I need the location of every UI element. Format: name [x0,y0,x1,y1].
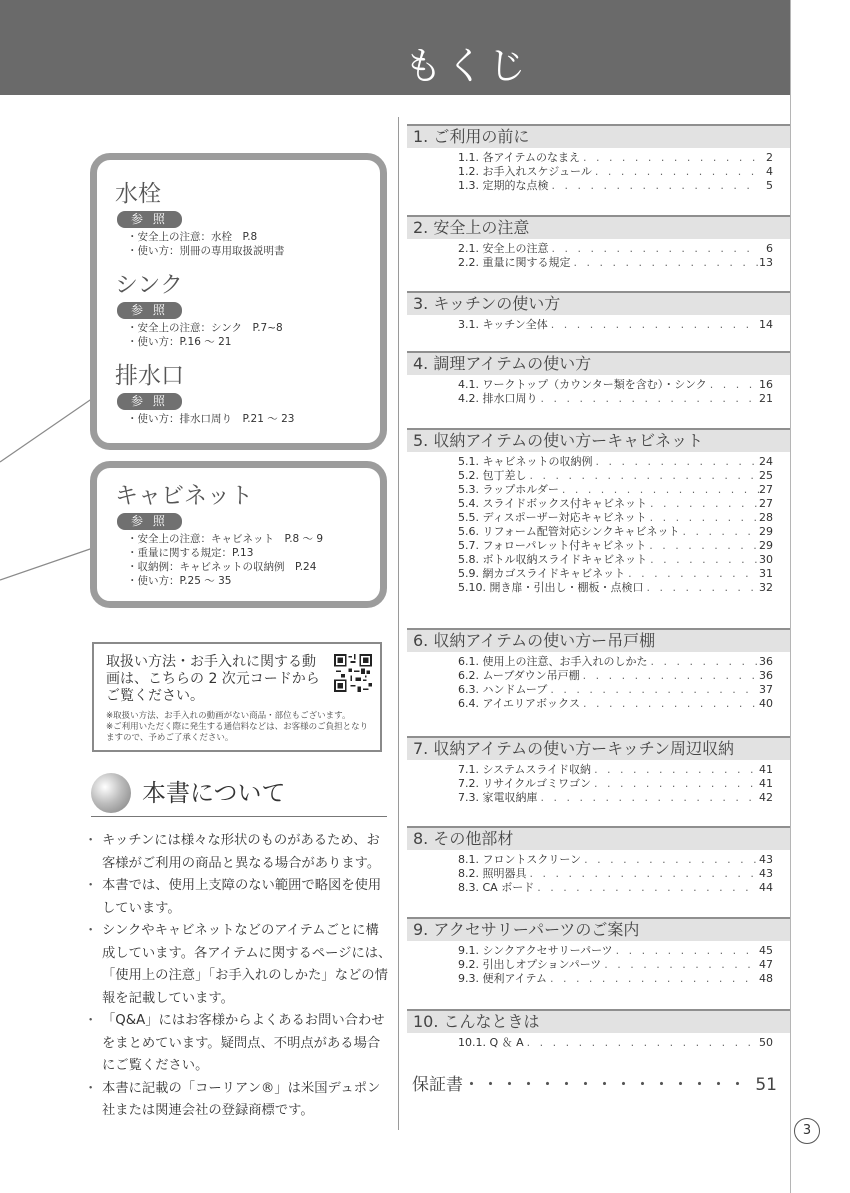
warranty-label: 保証書 [412,1075,463,1095]
reference-faucet [115,180,380,258]
toc-entry-label: 1.3. 定期的な点検 [458,179,549,192]
toc-entry-page: 32 [759,581,773,594]
about-heading-orb [91,773,131,813]
toc-entry[interactable] [407,165,790,179]
about-item: ・ キッチンには様々な形状のものがあるため、お客様がご利用の商品と異なる場合があります。 [80,830,392,875]
toc-leader [463,1070,755,1095]
toc-entry-page: 30 [759,553,773,566]
toc-leader [534,881,759,895]
toc-section [407,826,790,895]
toc-entry[interactable] [407,567,790,581]
toc-entry-page: 27 [759,483,773,496]
toc-entry-page: 43 [759,853,773,866]
toc-leader [613,944,759,958]
toc-section-heading[interactable]: 10. こんなときは [407,1009,790,1033]
reference-box-cabinet [90,461,387,608]
toc-entry[interactable] [407,242,790,256]
toc-entry-page: 41 [759,763,773,776]
toc-entry[interactable] [407,392,790,406]
qr-panel-notes [106,711,376,744]
toc-leader [648,655,760,669]
toc-section-heading[interactable]: 6. 収納アイテムの使い方ー吊戸棚 [407,628,790,652]
reference-line: ・安全上の注意：水栓 P.8 [127,231,258,243]
toc-leader [646,539,759,553]
toc-leader [707,378,759,392]
toc-entry-page: 14 [759,318,773,331]
toc-entry-page: 48 [759,972,773,985]
toc-leader [580,669,759,683]
toc-section [407,428,790,595]
toc-entry-label: 5.3. ラップホルダー [458,483,559,496]
toc-entry-page: 37 [759,683,773,696]
toc-entry-page: 2 [766,151,773,164]
toc-entry-label: 8.1. フロントスクリーン [458,853,582,866]
toc-entry[interactable] [407,469,790,483]
toc-entry-label: 5.6. リフォーム配管対応シンクキャビネット [458,525,680,538]
qr-code-icon[interactable] [334,654,372,692]
toc-entry-page: 4 [766,165,773,178]
toc-section-heading[interactable]: 3. キッチンの使い方 [407,291,790,315]
toc-entry-label: 5.4. スライドボックス付キャビネット [458,497,648,510]
about-item: ・ 本書では、使用上支障のない範囲で略図を使用しています。 [80,875,392,920]
toc-leader [527,469,760,483]
toc-section [407,215,790,270]
toc-entry-page: 27 [759,497,773,510]
toc-leader [538,791,760,805]
toc-section [407,628,790,711]
toc-entry[interactable] [407,525,790,539]
toc-entry-label: 6.1. 使用上の注意、お手入れのしかた [458,655,648,668]
toc-section [407,917,790,986]
about-divider [91,816,387,817]
reference-badge: 参 照 [117,393,182,410]
reference-line: ・重量に関する規定：P.13 [127,547,254,559]
toc-entry-page: 13 [759,256,773,269]
toc-entry-label: 5.1. キャビネットの収納例 [458,455,593,468]
toc-entry-page: 25 [759,469,773,482]
about-item: ・ シンクやキャビネットなどのアイテムごとに構成しています。各アイテムに関するページには、「使用上の注意」「お手入れのしかた」などの情報を記載しています。 [80,920,392,1010]
toc-section [407,124,790,193]
about-title: 本書について [142,779,286,807]
toc-entry[interactable] [407,256,790,270]
toc-entry-page: 47 [759,958,773,971]
toc-entry-label: 7.2. リサイクルゴミワゴン [458,777,591,790]
toc-entry-page: 29 [759,539,773,552]
toc-leader [527,867,760,881]
toc-section [407,351,790,406]
toc-entry[interactable] [407,958,790,972]
toc-entry-page: 50 [759,1036,773,1049]
toc-entry[interactable] [407,378,790,392]
toc-entry[interactable] [407,655,790,669]
reference-badge: 参 照 [117,513,182,530]
toc-leader [591,777,759,791]
toc-entry[interactable] [407,581,790,595]
toc-leader [580,151,759,165]
toc-entry[interactable] [407,511,790,525]
cabinet-title: キャビネット [115,483,253,509]
toc-entry-page: 21 [759,392,773,405]
toc-entry[interactable] [407,669,790,683]
toc-entry-page: 42 [759,791,773,804]
reference-badge: 参 照 [117,211,182,228]
toc-leader [559,483,759,497]
reference-badge: 参 照 [117,302,182,319]
toc-entry-page: 6 [766,242,773,255]
toc-entry-page: 5 [766,179,773,192]
toc-section-heading[interactable]: 5. 収納アイテムの使い方ーキャビネット [407,428,790,452]
toc-entry-page: 28 [759,511,773,524]
toc-entry[interactable] [407,697,790,711]
toc-entry[interactable] [407,455,790,469]
reference-line: ・安全上の注意：シンク P.7~8 [127,322,283,334]
toc-entry[interactable] [407,683,790,697]
toc-entry[interactable] [407,944,790,958]
toc-entry-label: 6.4. アイエリアボックス [458,697,580,710]
toc-warranty-entry[interactable] [412,1070,777,1095]
sink-title: シンク [115,272,183,298]
toc-entry[interactable] [407,777,790,791]
toc-entry-page: 31 [759,567,773,580]
toc-entry-label: 9.1. シンクアクセサリーパーツ [458,944,613,957]
reference-line: ・安全上の注意：キャビネット P.8 ～ 9 [127,533,324,545]
toc-leader [625,567,759,581]
toc-entry-label: 7.1. システムスライド収納 [458,763,592,776]
toc-entry[interactable] [407,318,790,332]
toc-section-heading[interactable]: 7. 収納アイテムの使い方ーキッチン周辺収納 [407,736,790,760]
toc-entry[interactable] [407,497,790,511]
toc-entry-label: 8.2. 照明器具 [458,867,527,880]
about-item: ・ 本書に記載の「コーリアン®」は米国デュポン社または関連会社の登録商標です。 [80,1078,392,1123]
toc-leader [549,179,760,193]
reference-drain [115,362,380,426]
toc-entry-page: 44 [759,881,773,894]
page-title: もくじ [403,44,530,88]
toc-entry[interactable] [407,791,790,805]
toc-entry-label: 5.2. 包丁差し [458,469,527,482]
toc-entry-label: 9.3. 便利アイテム [458,972,547,985]
page-number: 3 [794,1118,820,1144]
toc-entry-page: 36 [759,655,773,668]
reference-box-sink-area [90,153,387,450]
qr-panel-text: 取扱い方法・お手入れに関する動画は、こちらの 2 次元コードからご覧ください。 [106,654,320,704]
toc-entry-label: 5.9. 網カゴスライドキャビネット [458,567,626,580]
reference-line: ・使い方：P.16 ～ 21 [127,336,232,348]
toc-leader [679,525,759,539]
toc-section [407,291,790,332]
toc-entry[interactable] [407,151,790,165]
toc-entry-label: 6.2. ムーブダウン吊戸棚 [458,669,580,682]
toc-section-heading[interactable]: 1. ご利用の前に [407,124,790,148]
toc-entry[interactable] [407,867,790,881]
toc-leader [591,763,759,777]
toc-leader [549,242,760,256]
toc-entry-page: 43 [759,867,773,880]
toc-entry-label: 7.3. 家電収納庫 [458,791,538,804]
toc-entry-label: 5.8. ボトル収納スライドキャビネット [458,553,648,566]
toc-entry-label: 6.3. ハンドムーブ [458,683,548,696]
toc-entry[interactable] [407,483,790,497]
warranty-page: 51 [755,1075,777,1095]
toc-entry-label: 9.2. 引出しオプションパーツ [458,958,602,971]
toc-section-heading[interactable]: 2. 安全上の注意 [407,215,790,239]
connector-line-drain [0,398,93,462]
toc-entry-label: 5.10. 開き扉・引出し・棚板・点検口 [458,581,644,594]
toc-leader [580,697,759,711]
toc-entry-page: 16 [759,378,773,391]
toc-entry[interactable] [407,881,790,895]
toc-leader [548,318,759,332]
toc-entry-page: 40 [759,697,773,710]
toc-leader [547,683,759,697]
toc-section [407,736,790,805]
toc-entry-label: 4.2. 排水口周り [458,392,538,405]
toc-leader [571,256,760,270]
qr-note-line: ※ご利用いただく際に発生する通信料などは、お客様のご負担となりますので、予めご了承ください。 [106,722,369,743]
toc-entry[interactable] [407,553,790,567]
toc-leader [592,165,759,179]
toc-leader [547,972,759,986]
toc-entry-label: 8.3. CA ボード [458,881,535,894]
reference-line: ・使い方：排水口周り P.21 ～ 23 [127,413,295,425]
toc-leader [581,853,759,867]
toc-section-heading[interactable]: 8. その他部材 [407,826,790,850]
reference-line: ・使い方：別冊の専用取扱説明書 [127,245,285,257]
toc-entry-label: 5.5. ディスポーザー対応キャビネット [458,511,647,524]
toc-leader [647,497,759,511]
toc-entry-label: 3.1. キッチン全体 [458,318,548,331]
toc-section-heading[interactable]: 9. アクセサリーパーツのご案内 [407,917,790,941]
about-list [80,830,392,1123]
toc-entry-page: 29 [759,525,773,538]
toc-entry-page: 36 [759,669,773,682]
toc-section-heading[interactable]: 4. 調理アイテムの使い方 [407,351,790,375]
toc-leader [647,511,759,525]
toc-entry[interactable] [407,972,790,986]
toc-entry-page: 41 [759,777,773,790]
toc-section [407,1009,790,1050]
reference-line: ・収納例：キャビネットの収納例 P.24 [127,561,317,573]
toc-entry-label: 5.7. フォローパレット付キャビネット [458,539,647,552]
toc-leader [601,958,759,972]
toc-leader [647,553,759,567]
about-item: ・ 「Q&A」にはお客様からよくあるお問い合わせをまとめています。疑問点、不明点がある場合にご覧ください。 [80,1010,392,1078]
toc-leader [643,581,759,595]
toc-entry[interactable] [407,853,790,867]
toc-entry-label: 2.1. 安全上の注意 [458,242,549,255]
toc-entry-page: 24 [759,455,773,468]
toc-entry-label: 1.1. 各アイテムのなまえ [458,151,580,164]
toc-leader [593,455,760,469]
video-qr-panel [92,642,382,752]
toc-entry-label: 1.2. お手入れスケジュール [458,165,592,178]
toc-entry-label: 2.2. 重量に関する規定 [458,256,571,269]
toc-leader [538,392,760,406]
connector-line-cabinet [0,548,93,580]
faucet-title: 水栓 [115,181,161,207]
drain-title: 排水口 [115,363,184,389]
toc-entry-page: 45 [759,944,773,957]
qr-note-line: ※取扱い方法、お手入れの動画がない商品・部位もございます。 [106,711,351,721]
reference-line: ・使い方：P.25 ～ 35 [127,575,232,587]
reference-sink [115,271,380,349]
toc-entry-label: 4.1. ワークトップ（カウンター類を含む）・シンク [458,378,707,391]
toc-leader [524,1036,759,1050]
toc-entry[interactable] [407,539,790,553]
toc-entry[interactable] [407,1036,790,1050]
toc-entry-label: 10.1. Q ＆ A [458,1036,524,1049]
toc-entry[interactable] [407,179,790,193]
toc-entry[interactable] [407,763,790,777]
